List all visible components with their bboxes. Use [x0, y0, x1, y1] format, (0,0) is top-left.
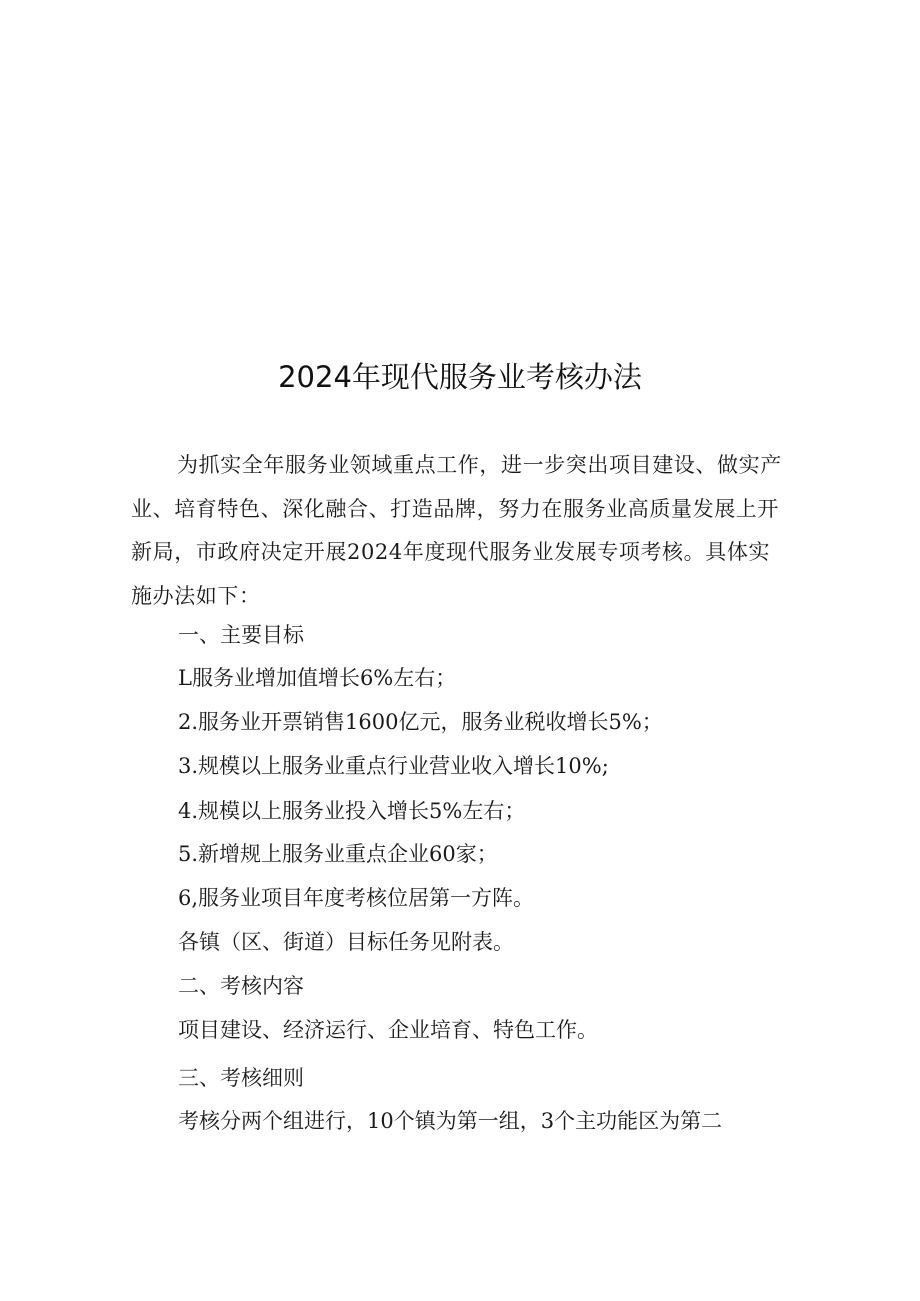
section-heading-main-goals: 一、主要目标	[178, 623, 304, 647]
assessment-rules-text: 考核分两个组进行，10个镇为第一组，3个主功能区为第二	[178, 1109, 723, 1133]
section-heading-assessment-content: 二、考核内容	[178, 974, 304, 998]
goal-item: 5.新增规上服务业重点企业60家；	[178, 842, 498, 866]
goal-item: 4.规模以上服务业投入增长5%左右；	[178, 799, 526, 823]
goal-item: L服务业增加值增长6%左右；	[178, 666, 457, 690]
goal-item: 2.服务业开票销售1600亿元，服务业税收增长5%；	[178, 710, 663, 734]
intro-paragraph: 为抓实全年服务业领域重点工作，进一步突出项目建设、做实产业、培育特色、深化融合、打造品牌，努力在服务业高质量发展上开新局，市政府决定开展2024年度现代服务业发展专项考核。具体实施办法如下：	[131, 453, 782, 608]
assessment-content-text: 项目建设、经济运行、企业培育、特色工作。	[178, 1018, 598, 1042]
section-heading-assessment-rules: 三、考核细则	[178, 1066, 304, 1090]
goal-item: 6,服务业项目年度考核位居第一方阵。	[178, 886, 535, 910]
document-title: 2024年现代服务业考核办法	[278, 360, 642, 394]
goal-item: 3.规模以上服务业重点行业营业收入增长10%;	[178, 754, 609, 778]
town-targets-note: 各镇（区、街道）目标任务见附表。	[178, 930, 514, 954]
